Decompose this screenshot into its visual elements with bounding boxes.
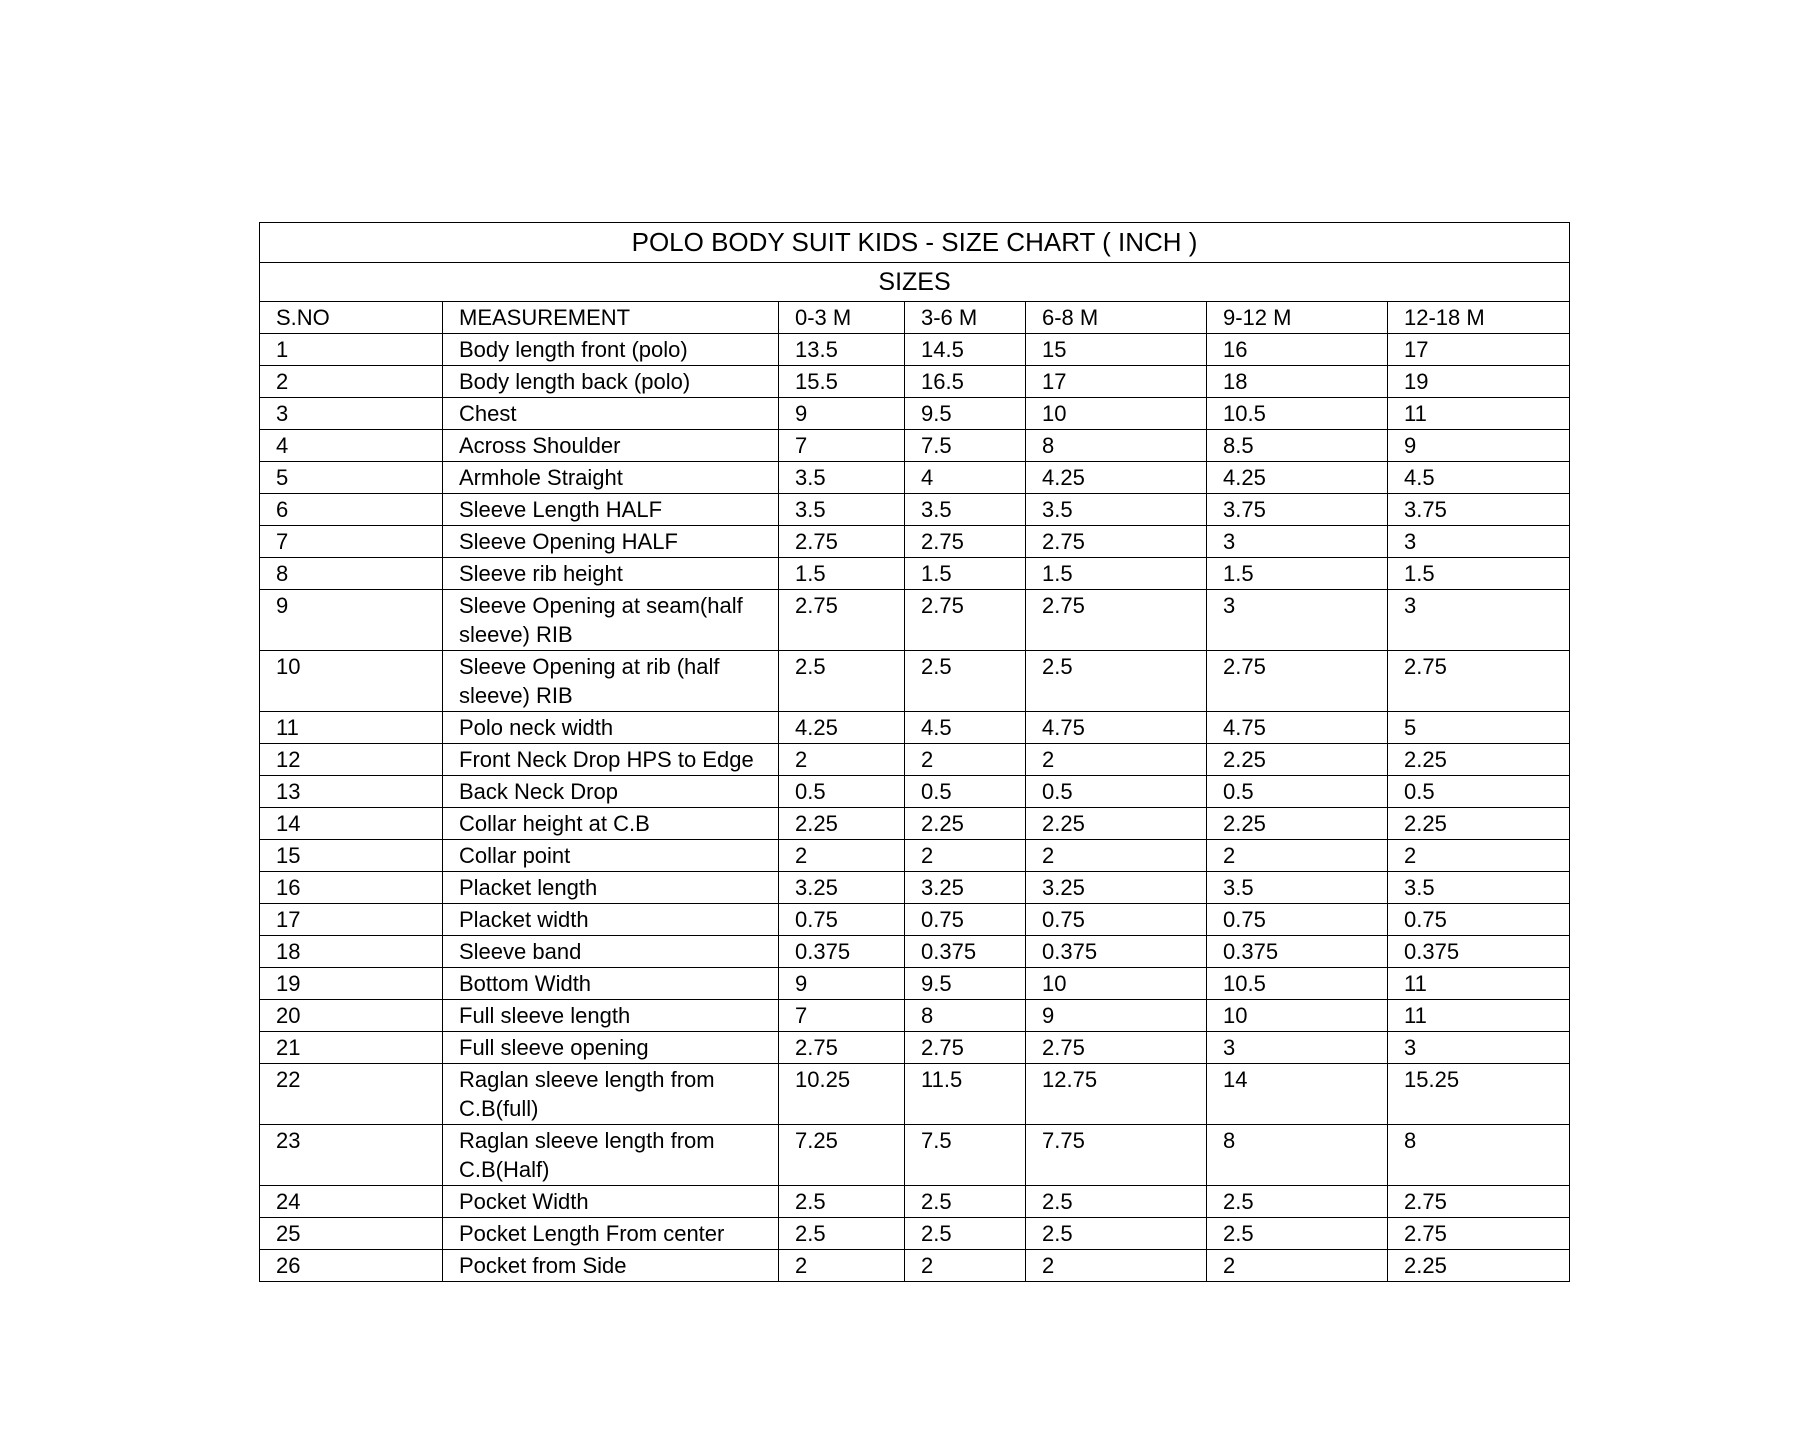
size-value-cell: 5 [1388, 712, 1570, 744]
size-value-cell: 16 [1207, 334, 1388, 366]
size-chart-body [260, 223, 1570, 1282]
size-chart-table [259, 222, 1570, 1282]
table-row [260, 590, 1570, 651]
measurement-cell: Sleeve Opening at rib (half sleeve) RIB [443, 651, 779, 712]
serial-number-cell: 21 [260, 1032, 443, 1064]
size-value-cell: 0.5 [905, 776, 1026, 808]
size-value-cell: 12.75 [1026, 1064, 1207, 1125]
serial-number-cell: 20 [260, 1000, 443, 1032]
size-value-cell: 2 [905, 840, 1026, 872]
size-value-cell: 17 [1026, 366, 1207, 398]
size-value-cell: 10.5 [1207, 398, 1388, 430]
table-row [260, 744, 1570, 776]
title-row [260, 223, 1570, 263]
table-row [260, 936, 1570, 968]
size-value-cell: 2.25 [1388, 744, 1570, 776]
size-value-cell: 2.5 [1026, 651, 1207, 712]
size-value-cell: 2.25 [905, 808, 1026, 840]
size-value-cell: 4.25 [1207, 462, 1388, 494]
table-row [260, 1032, 1570, 1064]
size-value-cell: 4.5 [905, 712, 1026, 744]
size-value-cell: 2 [1026, 1250, 1207, 1282]
size-value-cell: 2 [779, 1250, 905, 1282]
size-value-cell: 10.25 [779, 1064, 905, 1125]
size-value-cell: 0.75 [1388, 904, 1570, 936]
size-value-cell: 3 [1207, 590, 1388, 651]
size-value-cell: 18 [1207, 366, 1388, 398]
serial-number-cell: 14 [260, 808, 443, 840]
serial-number-cell: 19 [260, 968, 443, 1000]
size-value-cell: 0.375 [905, 936, 1026, 968]
serial-number-cell: 10 [260, 651, 443, 712]
size-value-cell: 10.5 [1207, 968, 1388, 1000]
size-value-cell: 4.25 [1026, 462, 1207, 494]
size-value-cell: 2.25 [1207, 808, 1388, 840]
measurement-cell: Body length front (polo) [443, 334, 779, 366]
serial-number-cell: 4 [260, 430, 443, 462]
size-value-cell: 3.75 [1207, 494, 1388, 526]
size-value-cell: 0.75 [1026, 904, 1207, 936]
size-value-cell: 2 [905, 1250, 1026, 1282]
size-value-cell: 9 [1026, 1000, 1207, 1032]
size-value-cell: 15 [1026, 334, 1207, 366]
table-row [260, 430, 1570, 462]
size-value-cell: 0.375 [1388, 936, 1570, 968]
size-value-cell: 3.5 [1207, 872, 1388, 904]
size-value-cell: 2 [1207, 1250, 1388, 1282]
table-row [260, 1125, 1570, 1186]
serial-number-cell: 5 [260, 462, 443, 494]
sizes-heading: SIZES [260, 263, 1570, 302]
measurement-cell: Raglan sleeve length from C.B(Half) [443, 1125, 779, 1186]
size-value-cell: 2.5 [905, 651, 1026, 712]
size-value-cell: 8 [1207, 1125, 1388, 1186]
size-value-cell: 2.5 [779, 1186, 905, 1218]
size-value-cell: 2.5 [779, 1218, 905, 1250]
size-value-cell: 2.25 [1388, 1250, 1570, 1282]
size-value-cell: 2.75 [905, 1032, 1026, 1064]
size-value-cell: 19 [1388, 366, 1570, 398]
table-row [260, 712, 1570, 744]
size-value-cell: 2.5 [1026, 1218, 1207, 1250]
serial-number-cell: 12 [260, 744, 443, 776]
table-row [260, 462, 1570, 494]
size-value-cell: 10 [1026, 398, 1207, 430]
size-value-cell: 15.25 [1388, 1064, 1570, 1125]
measurement-cell: Pocket from Side [443, 1250, 779, 1282]
size-value-cell: 0.375 [1026, 936, 1207, 968]
measurement-cell: Pocket Length From center [443, 1218, 779, 1250]
size-value-cell: 3 [1207, 1032, 1388, 1064]
size-value-cell: 0.375 [779, 936, 905, 968]
measurement-cell: Sleeve rib height [443, 558, 779, 590]
size-value-cell: 3 [1388, 1032, 1570, 1064]
size-value-cell: 8.5 [1207, 430, 1388, 462]
size-value-cell: 2.5 [905, 1186, 1026, 1218]
column-header-size: 9-12 M [1207, 302, 1388, 334]
table-row [260, 398, 1570, 430]
measurement-cell: Polo neck width [443, 712, 779, 744]
size-value-cell: 2 [779, 744, 905, 776]
size-value-cell: 2.25 [1026, 808, 1207, 840]
size-value-cell: 14.5 [905, 334, 1026, 366]
size-value-cell: 2.75 [905, 590, 1026, 651]
measurement-cell: Back Neck Drop [443, 776, 779, 808]
size-value-cell: 3 [1388, 590, 1570, 651]
table-row [260, 840, 1570, 872]
size-value-cell: 1.5 [1207, 558, 1388, 590]
serial-number-cell: 17 [260, 904, 443, 936]
size-value-cell: 3.25 [1026, 872, 1207, 904]
size-value-cell: 7.5 [905, 1125, 1026, 1186]
measurement-cell: Across Shoulder [443, 430, 779, 462]
size-value-cell: 17 [1388, 334, 1570, 366]
size-value-cell: 3.5 [779, 462, 905, 494]
measurement-cell: Sleeve Length HALF [443, 494, 779, 526]
size-value-cell: 11 [1388, 1000, 1570, 1032]
size-value-cell: 10 [1026, 968, 1207, 1000]
size-value-cell: 1.5 [1026, 558, 1207, 590]
size-value-cell: 2.75 [1388, 1186, 1570, 1218]
serial-number-cell: 8 [260, 558, 443, 590]
chart-title: POLO BODY SUIT KIDS - SIZE CHART ( INCH ) [260, 223, 1570, 263]
size-value-cell: 2.5 [1026, 1186, 1207, 1218]
column-header-size: 6-8 M [1026, 302, 1207, 334]
size-value-cell: 4.25 [779, 712, 905, 744]
size-value-cell: 11.5 [905, 1064, 1026, 1125]
size-value-cell: 0.375 [1207, 936, 1388, 968]
size-value-cell: 3.5 [1388, 872, 1570, 904]
size-value-cell: 2 [1207, 840, 1388, 872]
column-header-size: 3-6 M [905, 302, 1026, 334]
size-value-cell: 8 [1388, 1125, 1570, 1186]
size-value-cell: 3.5 [779, 494, 905, 526]
measurement-cell: Collar point [443, 840, 779, 872]
table-row [260, 334, 1570, 366]
size-value-cell: 2 [779, 840, 905, 872]
sizes-row [260, 263, 1570, 302]
measurement-cell: Body length back (polo) [443, 366, 779, 398]
size-value-cell: 2.75 [905, 526, 1026, 558]
column-header-size: 12-18 M [1388, 302, 1570, 334]
size-value-cell: 2.25 [779, 808, 905, 840]
size-value-cell: 3.5 [1026, 494, 1207, 526]
size-value-cell: 8 [905, 1000, 1026, 1032]
size-value-cell: 9.5 [905, 968, 1026, 1000]
size-value-cell: 3.25 [905, 872, 1026, 904]
measurement-cell: Chest [443, 398, 779, 430]
size-value-cell: 15.5 [779, 366, 905, 398]
measurement-cell: Sleeve Opening HALF [443, 526, 779, 558]
size-value-cell: 2.75 [1026, 1032, 1207, 1064]
measurement-cell: Placket width [443, 904, 779, 936]
size-value-cell: 7 [779, 1000, 905, 1032]
table-row [260, 904, 1570, 936]
table-row [260, 1218, 1570, 1250]
size-value-cell: 9 [779, 968, 905, 1000]
size-value-cell: 16.5 [905, 366, 1026, 398]
size-value-cell: 2 [1026, 840, 1207, 872]
size-value-cell: 2.75 [1207, 651, 1388, 712]
size-value-cell: 9.5 [905, 398, 1026, 430]
size-value-cell: 10 [1207, 1000, 1388, 1032]
size-value-cell: 9 [779, 398, 905, 430]
size-value-cell: 2.75 [1388, 651, 1570, 712]
serial-number-cell: 25 [260, 1218, 443, 1250]
measurement-cell: Placket length [443, 872, 779, 904]
size-value-cell: 1.5 [1388, 558, 1570, 590]
table-row [260, 872, 1570, 904]
table-row [260, 1064, 1570, 1125]
serial-number-cell: 1 [260, 334, 443, 366]
size-value-cell: 11 [1388, 398, 1570, 430]
table-row [260, 968, 1570, 1000]
size-value-cell: 2.5 [779, 651, 905, 712]
size-value-cell: 2.5 [905, 1218, 1026, 1250]
measurement-cell: Full sleeve opening [443, 1032, 779, 1064]
size-value-cell: 2.75 [1388, 1218, 1570, 1250]
column-header-size: 0-3 M [779, 302, 905, 334]
serial-number-cell: 9 [260, 590, 443, 651]
size-value-cell: 4.75 [1026, 712, 1207, 744]
size-value-cell: 1.5 [779, 558, 905, 590]
size-value-cell: 0.5 [1026, 776, 1207, 808]
serial-number-cell: 11 [260, 712, 443, 744]
table-row [260, 558, 1570, 590]
size-value-cell: 2.5 [1207, 1186, 1388, 1218]
column-header-measurement: MEASUREMENT [443, 302, 779, 334]
size-value-cell: 0.75 [905, 904, 1026, 936]
size-value-cell: 2.75 [779, 590, 905, 651]
table-row [260, 776, 1570, 808]
serial-number-cell: 7 [260, 526, 443, 558]
serial-number-cell: 3 [260, 398, 443, 430]
size-value-cell: 7.25 [779, 1125, 905, 1186]
size-value-cell: 2.5 [1207, 1218, 1388, 1250]
column-header-row [260, 302, 1570, 334]
serial-number-cell: 24 [260, 1186, 443, 1218]
size-value-cell: 2 [1388, 840, 1570, 872]
column-header-sno: S.NO [260, 302, 443, 334]
size-value-cell: 0.5 [779, 776, 905, 808]
serial-number-cell: 23 [260, 1125, 443, 1186]
serial-number-cell: 26 [260, 1250, 443, 1282]
size-value-cell: 11 [1388, 968, 1570, 1000]
table-row [260, 651, 1570, 712]
measurement-cell: Sleeve Opening at seam(half sleeve) RIB [443, 590, 779, 651]
measurement-cell: Raglan sleeve length from C.B(full) [443, 1064, 779, 1125]
size-value-cell: 14 [1207, 1064, 1388, 1125]
size-value-cell: 4 [905, 462, 1026, 494]
size-value-cell: 3 [1388, 526, 1570, 558]
size-value-cell: 3.25 [779, 872, 905, 904]
table-row [260, 366, 1570, 398]
measurement-cell: Pocket Width [443, 1186, 779, 1218]
size-value-cell: 7.75 [1026, 1125, 1207, 1186]
measurement-cell: Sleeve band [443, 936, 779, 968]
size-value-cell: 2.75 [1026, 526, 1207, 558]
size-value-cell: 0.75 [779, 904, 905, 936]
serial-number-cell: 13 [260, 776, 443, 808]
size-value-cell: 3.5 [905, 494, 1026, 526]
size-value-cell: 4.5 [1388, 462, 1570, 494]
size-value-cell: 7.5 [905, 430, 1026, 462]
table-row [260, 494, 1570, 526]
size-value-cell: 13.5 [779, 334, 905, 366]
size-value-cell: 9 [1388, 430, 1570, 462]
measurement-cell: Bottom Width [443, 968, 779, 1000]
table-row [260, 1250, 1570, 1282]
size-value-cell: 0.5 [1207, 776, 1388, 808]
size-value-cell: 0.75 [1207, 904, 1388, 936]
size-value-cell: 2.25 [1207, 744, 1388, 776]
serial-number-cell: 16 [260, 872, 443, 904]
measurement-cell: Front Neck Drop HPS to Edge [443, 744, 779, 776]
size-value-cell: 7 [779, 430, 905, 462]
serial-number-cell: 15 [260, 840, 443, 872]
measurement-cell: Full sleeve length [443, 1000, 779, 1032]
serial-number-cell: 6 [260, 494, 443, 526]
measurement-cell: Armhole Straight [443, 462, 779, 494]
table-row [260, 1186, 1570, 1218]
size-value-cell: 0.5 [1388, 776, 1570, 808]
size-value-cell: 2.25 [1388, 808, 1570, 840]
size-value-cell: 2.75 [1026, 590, 1207, 651]
table-row [260, 1000, 1570, 1032]
serial-number-cell: 2 [260, 366, 443, 398]
size-value-cell: 2.75 [779, 526, 905, 558]
serial-number-cell: 18 [260, 936, 443, 968]
table-row [260, 526, 1570, 558]
size-value-cell: 4.75 [1207, 712, 1388, 744]
size-value-cell: 8 [1026, 430, 1207, 462]
size-value-cell: 3 [1207, 526, 1388, 558]
size-value-cell: 2 [905, 744, 1026, 776]
size-value-cell: 2.75 [779, 1032, 905, 1064]
serial-number-cell: 22 [260, 1064, 443, 1125]
size-value-cell: 1.5 [905, 558, 1026, 590]
measurement-cell: Collar height at C.B [443, 808, 779, 840]
size-value-cell: 3.75 [1388, 494, 1570, 526]
size-value-cell: 2 [1026, 744, 1207, 776]
table-row [260, 808, 1570, 840]
